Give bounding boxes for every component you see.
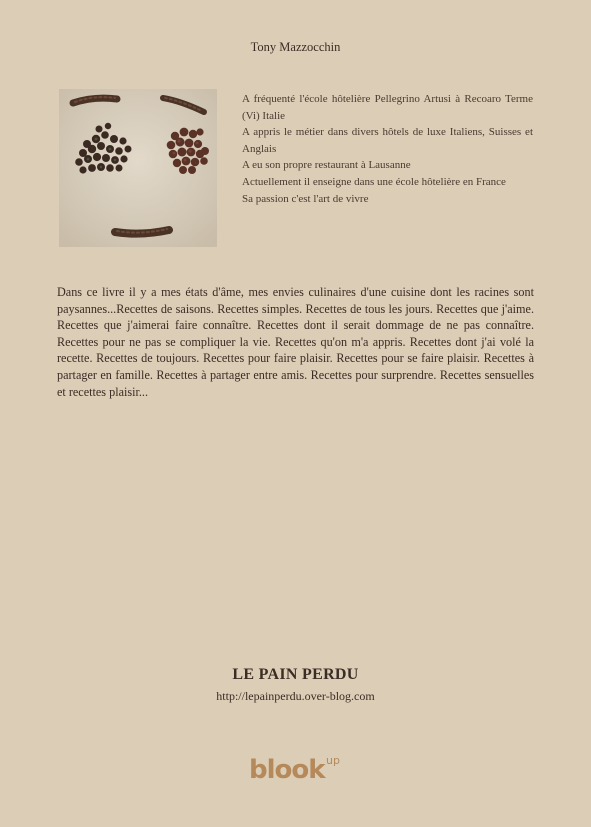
author-bio (242, 91, 533, 207)
bio-line: Sa passion c'est l'art de vivre (242, 192, 369, 205)
blookup-logo (249, 748, 344, 784)
book-url[interactable]: http://lepainperdu.over-blog.com (216, 689, 375, 703)
bio-line: A appris le métier dans divers hôtels de luxe Italiens, Suisses et Anglais (242, 126, 533, 155)
spice-face-image (59, 89, 217, 247)
logo-main-text: blook (249, 755, 325, 784)
author-photo (59, 89, 217, 247)
logo-sup-text: up (326, 754, 340, 767)
mouth-pepper (115, 229, 169, 234)
bio-line: Actuellement il enseigne dans une école hôtelière en France (242, 175, 506, 188)
bio-line: A eu son propre restaurant à Lausanne (242, 159, 411, 172)
author-name: Tony Mazzocchin (250, 40, 341, 54)
book-description: Dans ce livre il y a mes états d'âme, mes envies culinaires d'une cuisine dont les racines sont paysannes...Recettes de saisons. Recettes simples. Recettes de tous les jours. Recettes que j'aime. Recettes que j'aimerai faire connaître. Recettes dont il serait dommage de ne pas connaître. Recettes pour ne pas se compliquer la vie. Recettes qu'on m'a appris. Recettes dont j'ai volé la recette. Recettes de toujours. Recettes pour faire plaisir. Recettes pour se faire plaisir. Recettes à partager en famille. Recettes à partager entre amis. Recettes pour surprendre. Recettes sensuelles et recettes plaisir... (57, 285, 534, 399)
bio-line: A fréquenté l'école hôtelière Pellegrino Artusi à Recoaro Terme (Vi) Italie (242, 93, 533, 122)
book-title: LE PAIN PERDU (232, 666, 359, 683)
